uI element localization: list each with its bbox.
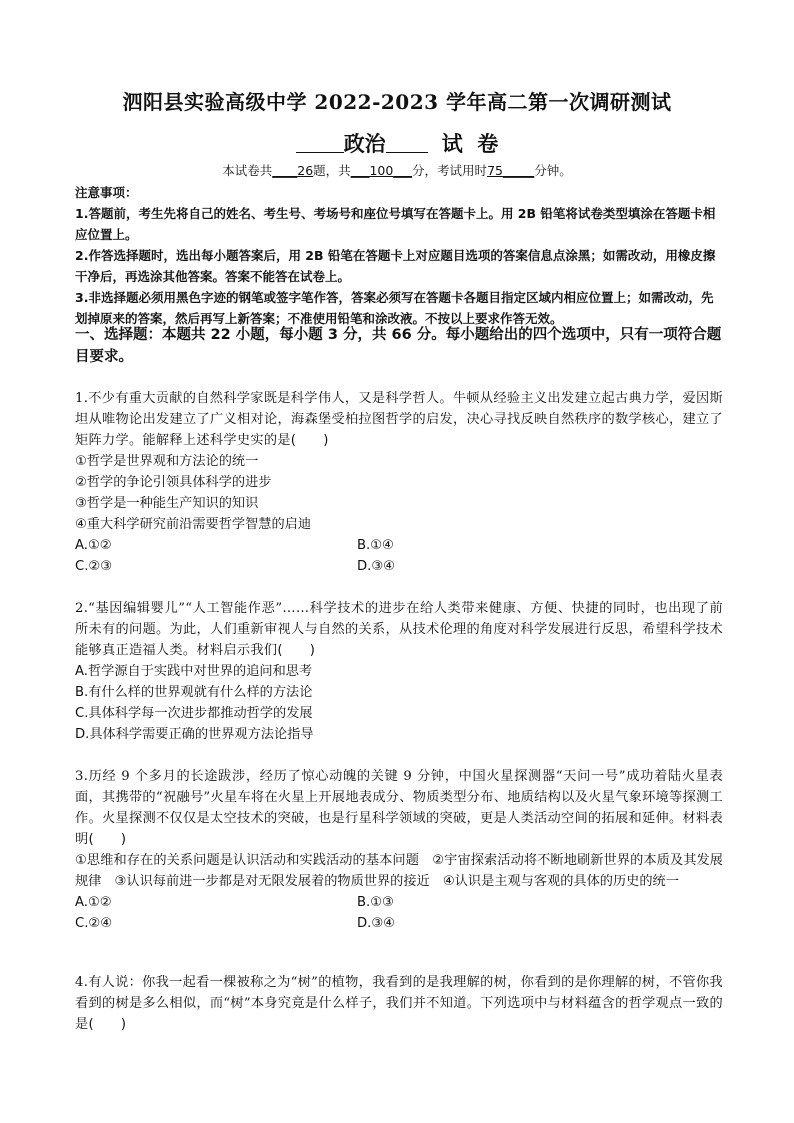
choice-b: B.①④ <box>357 538 394 553</box>
note-item: 3.非选择题必须用黑色字迹的钢笔或签字笔作答，答案必须写在答题卡各题目指定区域内相应位置上；如需改动，先划掉原来的答案，然后再写上新答案；不准使用铅笔和涂改液。不按以上要求作答无效。 <box>75 290 714 326</box>
statements-run: ①思维和存在的关系问题是认识活动和实践活动的基本问题 ②宇宙探索活动将不断地刷新世界的本质及其发展规律 ③认识每前进一步都是对无限发展着的物质世界的接近 ④认识是主观与客观的具体的历史的统一 <box>75 853 723 889</box>
exam-info <box>0 161 794 179</box>
info-suffix: 分钟。 <box>534 163 572 178</box>
notes-block <box>75 182 725 329</box>
question-stem: 1.不少有重大贡献的自然科学家既是科学伟人，又是科学哲人。牛顿从经验主义出发建立起古典力学，爱因斯坦从唯物论出发建立了广义相对论，海森堡受柏拉图哲学的启发，决心寻找反映自然秩序的数学核心，建立了矩阵力学。能解释上述科学史实的是( ) <box>75 391 723 448</box>
choice-d: D.③④ <box>357 559 395 574</box>
question-stem: 2.“基因编辑婴儿”“人工智能作恶”……科学技术的进步在给人类带来健康、方便、快捷的同时，也出现了前所未有的问题。为此，人们重新审视人与自然的关系，从技术伦理的角度对科学发展进行反思，希望科学技术能够真正造福人类。材料启示我们( ) <box>75 601 723 658</box>
section-title: 一、选择题：本题共 22 小题，每小题 3 分，共 66 分。每小题给出的四个选项中，只有一项符合题目要求。 <box>75 327 722 365</box>
question-stem: 4.有人说：你我一起看一棵被称之为“树”的植物，我看到的是我理解的树，你看到的是你理解的树，不管你我看到的树是多么相似，而“树”本身究竟是什么样子，我们并不知道。下列选项中与材料蕴含的哲学观点一致的是( ) <box>75 975 723 1032</box>
exam-title: 泗阳县实验高级中学 2022-2023 学年高二第一次调研测试 <box>122 90 672 114</box>
statement: ②哲学的争论引领具体科学的进步 <box>75 475 272 490</box>
info-mid2: 分，考试用时 <box>412 163 488 178</box>
paper-word: 试 卷 <box>441 131 499 156</box>
choice-a: A.哲学源自于实践中对世界的追问和思考 <box>75 664 313 679</box>
question-3 <box>75 766 723 934</box>
info-prefix: 本试卷共 <box>222 163 273 178</box>
note-item: 2.作答选择题时，选出每小题答案后，用 2B 铅笔在答题卡上对应题目选项的答案信息点涂黑；如需改动，用橡皮擦干净后，再选涂其他答案。答案不能答在试卷上。 <box>75 248 716 284</box>
choice-c: C.②④ <box>75 916 113 931</box>
note-item: 1.答题前，考生先将自己的姓名、考生号、考场号和座位号填写在答题卡上。用 2B 铅笔将试卷类型填涂在答题卡相应位置上。 <box>75 206 716 242</box>
choice-d: D.③④ <box>357 916 395 931</box>
info-time: 75_____ <box>487 163 535 178</box>
info-question-count: ____26 <box>272 163 314 178</box>
question-2 <box>75 598 723 745</box>
question-4 <box>75 972 723 1035</box>
choice-a: A.①② <box>75 538 112 553</box>
subject-blank-left <box>296 132 344 153</box>
exam-subtitle <box>0 128 794 158</box>
statement: ①哲学是世界观和方法论的统一 <box>75 454 259 469</box>
info-mid1: 题，共 <box>313 163 351 178</box>
choice-c: C.具体科学每一次进步都推动哲学的发展 <box>75 706 313 721</box>
choice-c: C.②③ <box>75 559 113 574</box>
question-1 <box>75 388 723 577</box>
choice-b: B.①③ <box>357 895 394 910</box>
subject-name: 政治 <box>343 131 386 156</box>
statement: ④重大科学研究前沿需要哲学智慧的启迪 <box>75 517 312 532</box>
statement: ③哲学是一种能生产知识的知识 <box>75 496 259 511</box>
subject-blank-right <box>386 132 428 153</box>
info-score: ___100___ <box>350 163 413 178</box>
choice-d: D.具体科学需要正确的世界观方法论指导 <box>75 727 314 742</box>
notes-heading: 注意事项： <box>75 185 138 200</box>
choice-b: B.有什么样的世界观就有什么样的方法论 <box>75 685 313 700</box>
question-stem: 3.历经 9 个多月的长途跋涉，经历了惊心动魄的关键 9 分钟，中国火星探测器“天问一号”成功着陆火星表面，其携带的“祝融号”火星车将在火星上开展地表成分、物质类型分布、地质结构以及火星气象环境等探测工作。火星探测不仅仅是太空技术的突破，也是行星科学领域的突破，更是人类活动空间的拓展和延伸。材料表明( ) <box>75 769 724 847</box>
choice-a: A.①② <box>75 895 112 910</box>
